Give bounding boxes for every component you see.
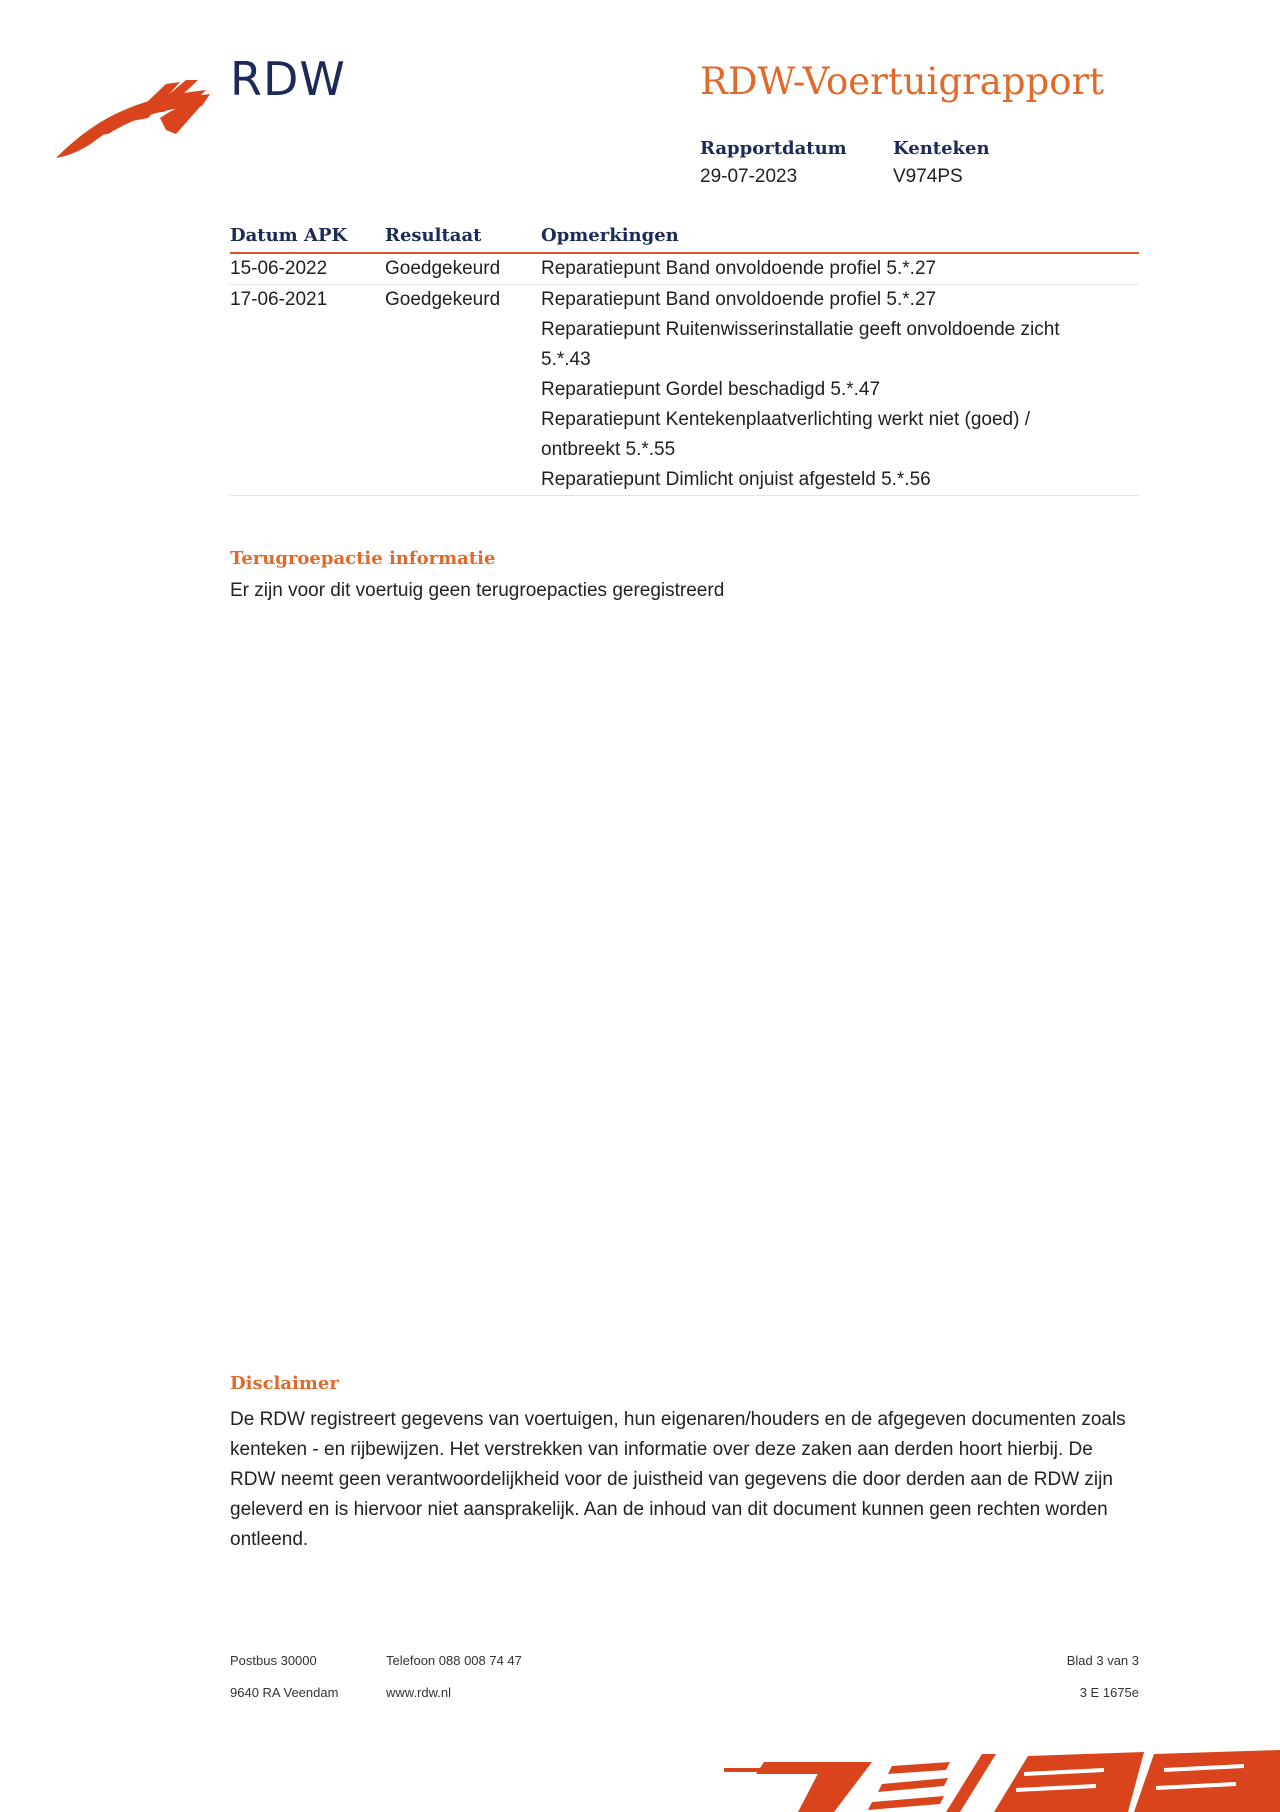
footer-phone: Telefoon 088 008 74 47 [386, 1653, 522, 1668]
apk-date: 15-06-2022 [230, 258, 328, 279]
recall-text: Er zijn voor dit voertuig geen terugroepacties geregistreerd [230, 580, 725, 601]
remark-item: Reparatiepunt Kentekenplaatverlichting werkt niet (goed) / ontbreekt 5.*.55 [541, 409, 1031, 460]
footer-postbus: Postbus 30000 [230, 1653, 317, 1668]
report-date-label: Rapportdatum [700, 138, 847, 159]
footer-website[interactable]: www.rdw.nl [386, 1685, 452, 1700]
footer-document-code: 3 E 1675e [1079, 1685, 1139, 1700]
table-header [230, 223, 1139, 254]
road-stripes-icon [724, 1744, 1280, 1812]
column-header-date: Datum APK [230, 225, 348, 246]
footer-city: 9640 RA Veendam [230, 1685, 339, 1700]
apk-date: 17-06-2021 [230, 289, 328, 310]
remark-item: Reparatiepunt Ruitenwisserinstallatie geeft onvoldoende zicht 5.*.43 [541, 319, 1060, 370]
apk-table [230, 223, 1139, 496]
disclaimer-title: Disclaimer [230, 1373, 339, 1394]
report-date-value: 29-07-2023 [700, 166, 798, 187]
remark-item: Reparatiepunt Dimlicht onjuist afgesteld 5.*.56 [541, 469, 931, 490]
recall-title: Terugroepactie informatie [230, 548, 496, 569]
logo-text: RDW [230, 52, 346, 106]
footer-page-number: Blad 3 van 3 [1066, 1653, 1139, 1668]
remark-item: Reparatiepunt Gordel beschadigd 5.*.47 [541, 379, 881, 400]
column-header-remarks: Opmerkingen [541, 225, 679, 246]
rdw-logo-icon [56, 78, 212, 164]
report-title: RDW-Voertuigrapport [700, 60, 1105, 103]
plate-label: Kenteken [893, 138, 990, 159]
apk-result: Goedgekeurd [385, 258, 501, 279]
table-row [230, 254, 1139, 285]
remark-item: Reparatiepunt Band onvoldoende profiel 5.*.27 [541, 258, 937, 279]
table-row [230, 285, 1139, 496]
remark-item: Reparatiepunt Band onvoldoende profiel 5.*.27 [541, 289, 937, 310]
column-header-result: Resultaat [385, 225, 482, 246]
plate-value: V974PS [893, 166, 963, 187]
apk-remarks [541, 285, 1101, 495]
disclaimer-text: De RDW registreert gegevens van voertuigen, hun eigenaren/houders en de afgegeven documenten zoals kenteken - en rijbewijzen. Het verstrekken van informatie over deze zaken aan derden hoort hierbij. De RDW neemt geen verantwoordelijkheid voor de juistheid van gegevens die door derden aan de RDW zijn geleverd en is hiervoor niet aansprakelijk. Aan de inhoud van dit document kunnen geen rechten worden ontleend. [230, 1409, 1126, 1550]
apk-remarks [541, 254, 1101, 284]
apk-result: Goedgekeurd [385, 289, 501, 310]
